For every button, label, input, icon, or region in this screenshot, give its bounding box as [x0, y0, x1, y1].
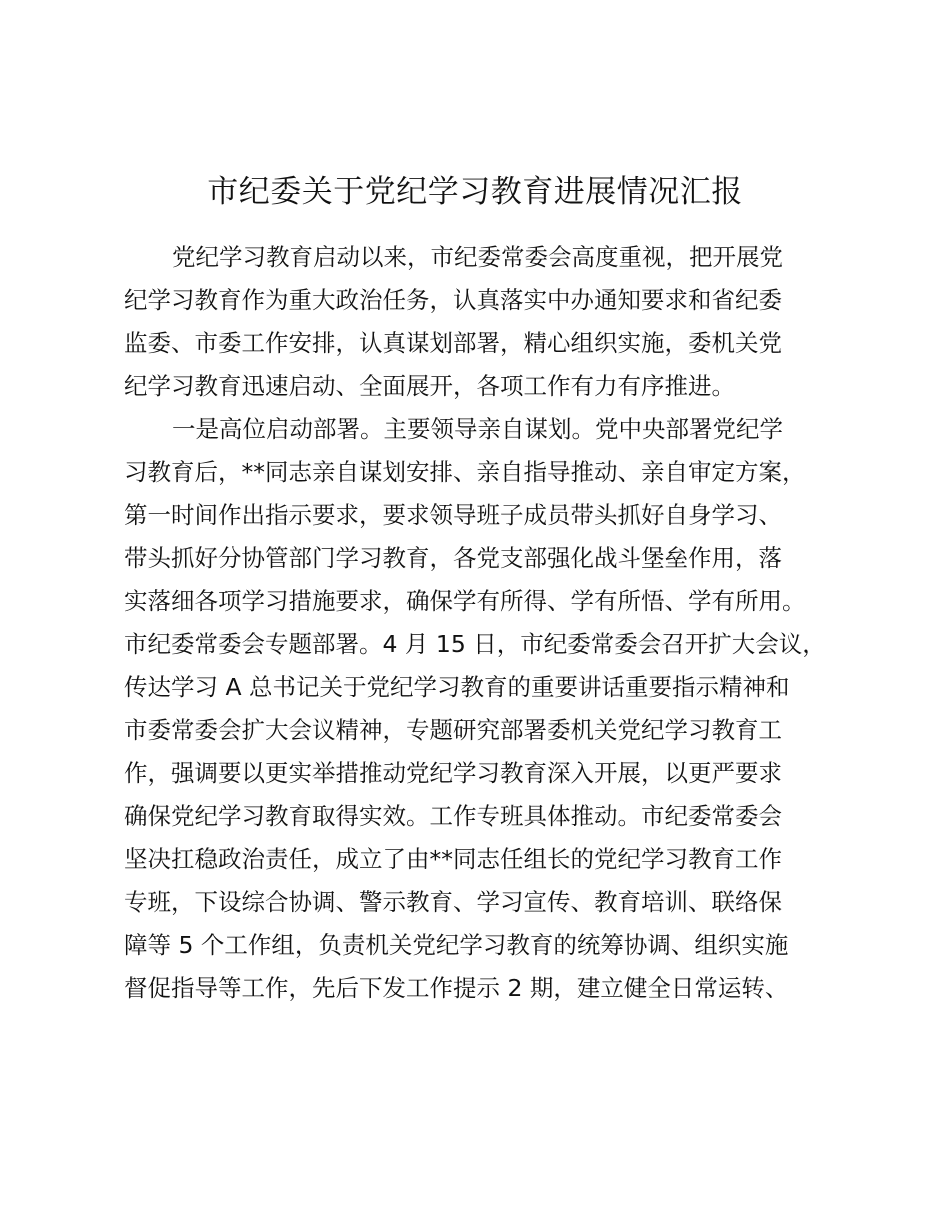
text-line: 确保党纪学习教育取得实效。工作专班具体推动。市纪委常委会: [124, 802, 782, 830]
text-line: 纪学习教育作为重大政治任务，认真落实中办通知要求和省纪委: [124, 286, 782, 314]
text-line: 市纪委常委会专题部署。4 月 15 日，市纪委常委会召开扩大会议，: [124, 630, 826, 658]
text-line: 一是高位启动部署。主要领导亲自谋划。党中央部署党纪学: [172, 415, 783, 443]
text-line: 专班，下设综合协调、警示教育、学习宣传、教育培训、联络保: [124, 888, 782, 916]
text-line: 传达学习 A 总书记关于党纪学习教育的重要讲话重要指示精神和: [124, 673, 790, 701]
text-line: 实落细各项学习措施要求，确保学有所得、学有所悟、学有所用。: [124, 587, 806, 615]
document-body: [124, 236, 826, 1010]
text-line: 带头抓好分协管部门学习教育，各党支部强化战斗堡垒作用，落: [124, 544, 782, 572]
text-line: 党纪学习教育启动以来，市纪委常委会高度重视，把开展党: [172, 243, 783, 271]
paragraph-intro: [124, 236, 826, 408]
text-line: 市委常委会扩大会议精神，专题研究部署委机关党纪学习教育工: [124, 716, 782, 744]
text-line: 监委、市委工作安排，认真谋划部署，精心组织实施，委机关党: [124, 329, 782, 357]
text-line: 作，强调要以更实举措推动党纪学习教育深入开展，以更严要求: [124, 759, 782, 787]
text-line: 坚决扛稳政治责任，成立了由**同志任组长的党纪学习教育工作: [124, 845, 782, 873]
text-line: 督促指导等工作，先后下发工作提示 2 期，建立健全日常运转、: [124, 974, 789, 1002]
text-line: 纪学习教育迅速启动、全面展开，各项工作有力有序推进。: [124, 372, 735, 400]
text-line: 习教育后，**同志亲自谋划安排、亲自指导推动、亲自审定方案，: [124, 458, 806, 486]
text-line: 第一时间作出指示要求，要求领导班子成员带头抓好自身学习、: [124, 501, 782, 529]
document-title: 市纪委关于党纪学习教育进展情况汇报: [207, 174, 743, 210]
paragraph-deployment: [124, 408, 826, 1010]
text-line: 障等 5 个工作组，负责机关党纪学习教育的统筹协调、组织实施: [124, 931, 789, 959]
